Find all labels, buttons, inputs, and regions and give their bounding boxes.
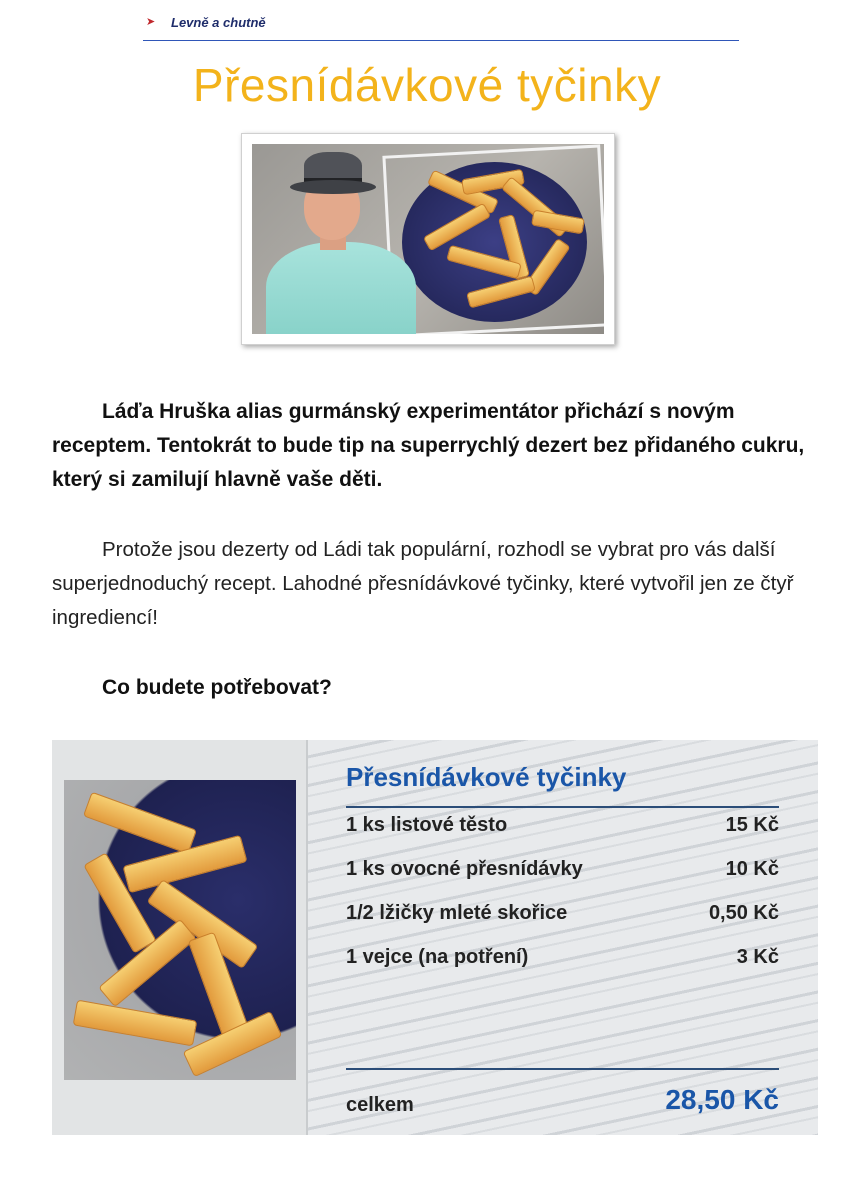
page-title: Přesnídávkové tyčinky <box>192 59 662 111</box>
total-label: celkem <box>346 1094 414 1116</box>
ingredient-row <box>346 814 779 842</box>
ingredient-price: 3 Kč <box>736 946 779 968</box>
total-row <box>346 1080 779 1120</box>
question-heading: Co budete potřebovat? <box>102 676 332 699</box>
ingredient-name: 1/2 lžičky mleté skořice <box>346 902 568 924</box>
ingredient-price: 0,50 Kč <box>708 902 779 924</box>
ingredient-panel <box>308 740 818 1135</box>
divider-line <box>346 1068 779 1070</box>
ingredient-name: 1 vejce (na potření) <box>346 946 529 968</box>
hero-photo-content <box>252 144 604 334</box>
ingredient-price: 15 Kč <box>725 814 779 836</box>
food-photo <box>64 780 296 1080</box>
arrow-bullet-icon: ➤ <box>146 16 156 28</box>
recipe-card-title: Přesnídávkové tyčinky <box>346 762 627 792</box>
pastry-stick <box>73 1000 198 1047</box>
ingredient-row <box>346 858 779 886</box>
recipe-card <box>52 740 818 1135</box>
total-price: 28,50 Kč <box>665 1084 779 1115</box>
divider-line <box>346 806 779 808</box>
recipe-photo-panel <box>52 740 308 1135</box>
body-paragraph: Protože jsou dezerty od Ládi tak populární, rozhodl se vybrat pro vás další superjednoduchý recept. Lahodné přesnídávkové tyčinky, které vytvořil jen ze čtyř ingrediencí! <box>52 538 794 629</box>
ingredient-row <box>346 946 779 974</box>
ingredient-name: 1 ks listové těsto <box>346 814 508 836</box>
page-header <box>143 10 739 41</box>
ingredient-price: 10 Kč <box>725 858 779 880</box>
hat-brim <box>290 180 376 194</box>
chef-figure <box>266 242 416 334</box>
ingredient-name: 1 ks ovocné přesnídávky <box>346 858 583 880</box>
intro-paragraph: Láďa Hruška alias gurmánský experimentátor přichází s novým receptem. Tentokrát to bude tip na superrychlý dezert bez přidaného cukru, který si zamilují hlavně vaše děti. <box>52 400 805 491</box>
pastry-stick <box>83 792 197 855</box>
section-label: Levně a chutně <box>171 15 266 30</box>
hero-photo <box>241 133 615 345</box>
ingredient-row <box>346 902 779 930</box>
